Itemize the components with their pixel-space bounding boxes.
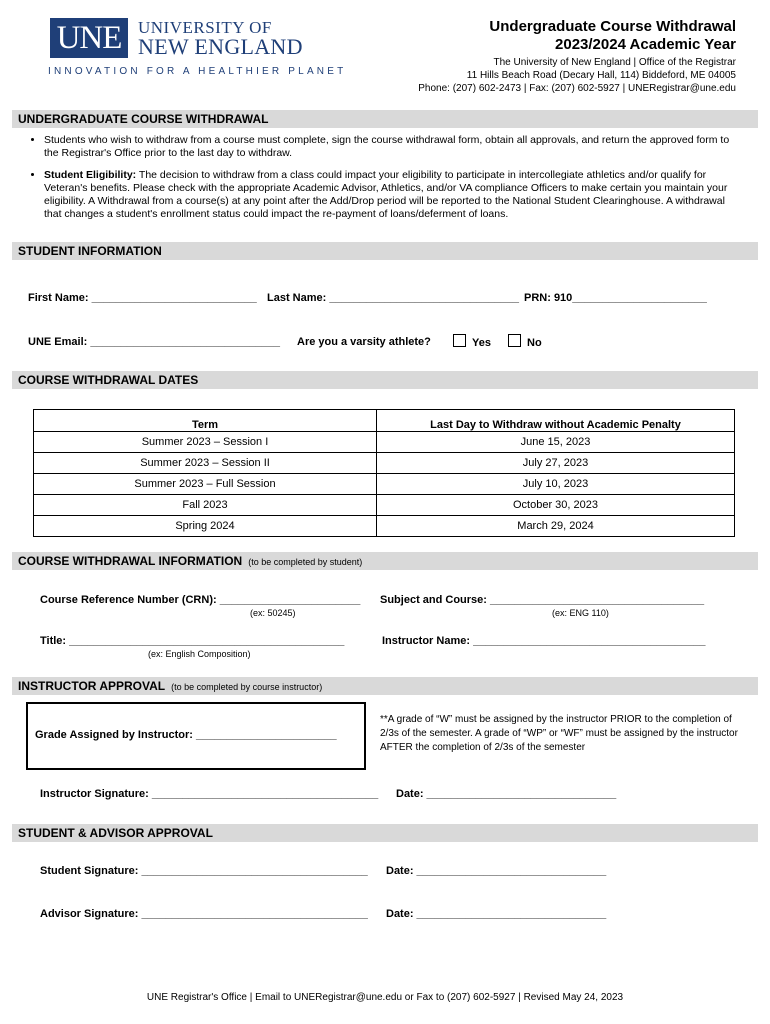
withdrawal-dates-table bbox=[33, 409, 735, 537]
date-cell: October 30, 2023 bbox=[377, 495, 735, 516]
eligibility-text: The decision to withdraw from a class could impact your eligibility to participate in intercollegiate athletics and/or qualify for Veteran's benefits. Please check with the appropriate Academic Advisor, Athletics, and/or VA compliance Officers to make certain you maintain your eligibility. A Withdrawal from a course(s) at any point after the Add/Drop period will be reported to the National Student Clearinghouse. A withdrawal that changes a student's enrollment status could impact the re-payment of loans/deferment of loans. bbox=[44, 169, 728, 220]
table-row bbox=[34, 474, 735, 495]
term-cell: Summer 2023 – Full Session bbox=[34, 474, 377, 495]
withdrawal-info-note: (to be completed by student) bbox=[248, 557, 363, 567]
office-info bbox=[418, 56, 736, 95]
date-cell: July 10, 2023 bbox=[377, 474, 735, 495]
table-row bbox=[34, 432, 735, 453]
withdrawal-info-title: COURSE WITHDRAWAL INFORMATION bbox=[18, 554, 243, 568]
section-heading-student-info: STUDENT INFORMATION bbox=[12, 242, 758, 260]
term-cell: Spring 2024 bbox=[34, 516, 377, 537]
last-name-field[interactable]: Last Name: _______________________________ bbox=[267, 292, 520, 304]
logo-line-1: UNIVERSITY OF bbox=[138, 18, 272, 37]
une-logo-mark: UNE bbox=[50, 18, 128, 58]
no-checkbox[interactable] bbox=[508, 334, 521, 347]
instructor-signature-field[interactable]: Instructor Signature: _____________________________________ bbox=[40, 788, 379, 800]
date-cell: June 15, 2023 bbox=[377, 432, 735, 453]
office-contact: Phone: (207) 602-2473 | Fax: (207) 602-5927 | UNERegistrar@une.edu bbox=[418, 83, 736, 94]
section-heading-instructor-approval bbox=[12, 677, 758, 695]
page-footer: UNE Registrar's Office | Email to UNERegistrar@une.edu or Fax to (207) 602-5927 | Revised May 24, 2023 bbox=[146, 992, 624, 1003]
grade-box bbox=[26, 702, 366, 770]
title-line-2: 2023/2024 Academic Year bbox=[555, 36, 736, 53]
varsity-athlete-question: Are you a varsity athlete? bbox=[297, 336, 431, 348]
document-title bbox=[489, 18, 736, 54]
title-example: (ex: English Composition) bbox=[148, 649, 251, 659]
student-date-field[interactable]: Date: _______________________________ bbox=[386, 865, 607, 877]
crn-example: (ex: 50245) bbox=[250, 608, 296, 618]
no-option[interactable] bbox=[508, 334, 542, 349]
instruction-text: Students who wish to withdraw from a course must complete, sign the course withdrawal form, obtain all approvals, and return the approved form to the Registrar's Office prior to the last day to withdraw. bbox=[44, 134, 730, 159]
instruction-item bbox=[44, 134, 744, 160]
section-heading-withdrawal: UNDERGRADUATE COURSE WITHDRAWAL bbox=[12, 110, 758, 128]
advisor-signature-field[interactable]: Advisor Signature: _____________________________________ bbox=[40, 908, 368, 920]
table-row bbox=[34, 495, 735, 516]
prn-field[interactable]: PRN: 910______________________ bbox=[524, 292, 707, 304]
eligibility-label: Student Eligibility: bbox=[44, 169, 137, 181]
table-row bbox=[34, 516, 735, 537]
section-heading-dates: COURSE WITHDRAWAL DATES bbox=[12, 371, 758, 389]
col-term: Term bbox=[34, 410, 377, 432]
term-cell: Summer 2023 – Session II bbox=[34, 453, 377, 474]
term-cell: Summer 2023 – Session I bbox=[34, 432, 377, 453]
yes-checkbox[interactable] bbox=[453, 334, 466, 347]
instructor-approval-note: (to be completed by course instructor) bbox=[171, 682, 323, 692]
grade-assigned-field[interactable]: Grade Assigned by Instructor: _______________________ bbox=[35, 729, 337, 741]
term-cell: Fall 2023 bbox=[34, 495, 377, 516]
date-cell: July 27, 2023 bbox=[377, 453, 735, 474]
crn-field[interactable]: Course Reference Number (CRN): _______________________ bbox=[40, 594, 361, 606]
office-address: 11 Hills Beach Road (Decary Hall, 114) Biddeford, ME 04005 bbox=[466, 70, 736, 81]
instructions-list bbox=[28, 134, 744, 230]
student-signature-field[interactable]: Student Signature: _____________________________________ bbox=[40, 865, 368, 877]
table-header-row bbox=[34, 410, 735, 432]
advisor-date-field[interactable]: Date: _______________________________ bbox=[386, 908, 607, 920]
no-label: No bbox=[527, 337, 542, 349]
subject-example: (ex: ENG 110) bbox=[552, 608, 609, 618]
office-name: The University of New England | Office of the Registrar bbox=[493, 57, 736, 68]
yes-label: Yes bbox=[472, 337, 491, 349]
logo-tagline: INNOVATION FOR A HEALTHIER PLANET bbox=[48, 66, 347, 77]
une-email-field[interactable]: UNE Email: _______________________________ bbox=[28, 336, 280, 348]
date-cell: March 29, 2024 bbox=[377, 516, 735, 537]
section-heading-withdrawal-info bbox=[12, 552, 758, 570]
table-row bbox=[34, 453, 735, 474]
yes-option[interactable] bbox=[453, 334, 491, 349]
grade-policy-note: **A grade of “W” must be assigned by the instructor PRIOR to the completion of 2/3s of the semester. A grade of “WP” or “WF” must be assigned by the instructor AFTER the completion of 2/3s of the semester bbox=[380, 714, 738, 753]
col-last-day: Last Day to Withdraw without Academic Penalty bbox=[377, 410, 735, 432]
title-line-1: Undergraduate Course Withdrawal bbox=[489, 18, 736, 35]
subject-course-field[interactable]: Subject and Course: ___________________________________ bbox=[380, 594, 705, 606]
instructor-date-field[interactable]: Date: _______________________________ bbox=[396, 788, 617, 800]
title-field[interactable]: Title: _____________________________________________ bbox=[40, 635, 345, 647]
first-name-field[interactable]: First Name: ___________________________ bbox=[28, 292, 257, 304]
instruction-item bbox=[44, 169, 744, 221]
instructor-name-field[interactable]: Instructor Name: ______________________________________ bbox=[382, 635, 706, 647]
instructor-approval-title: INSTRUCTOR APPROVAL bbox=[18, 679, 166, 693]
logo-line-2: NEW ENGLAND bbox=[138, 34, 303, 59]
section-heading-student-advisor: STUDENT & ADVISOR APPROVAL bbox=[12, 824, 758, 842]
